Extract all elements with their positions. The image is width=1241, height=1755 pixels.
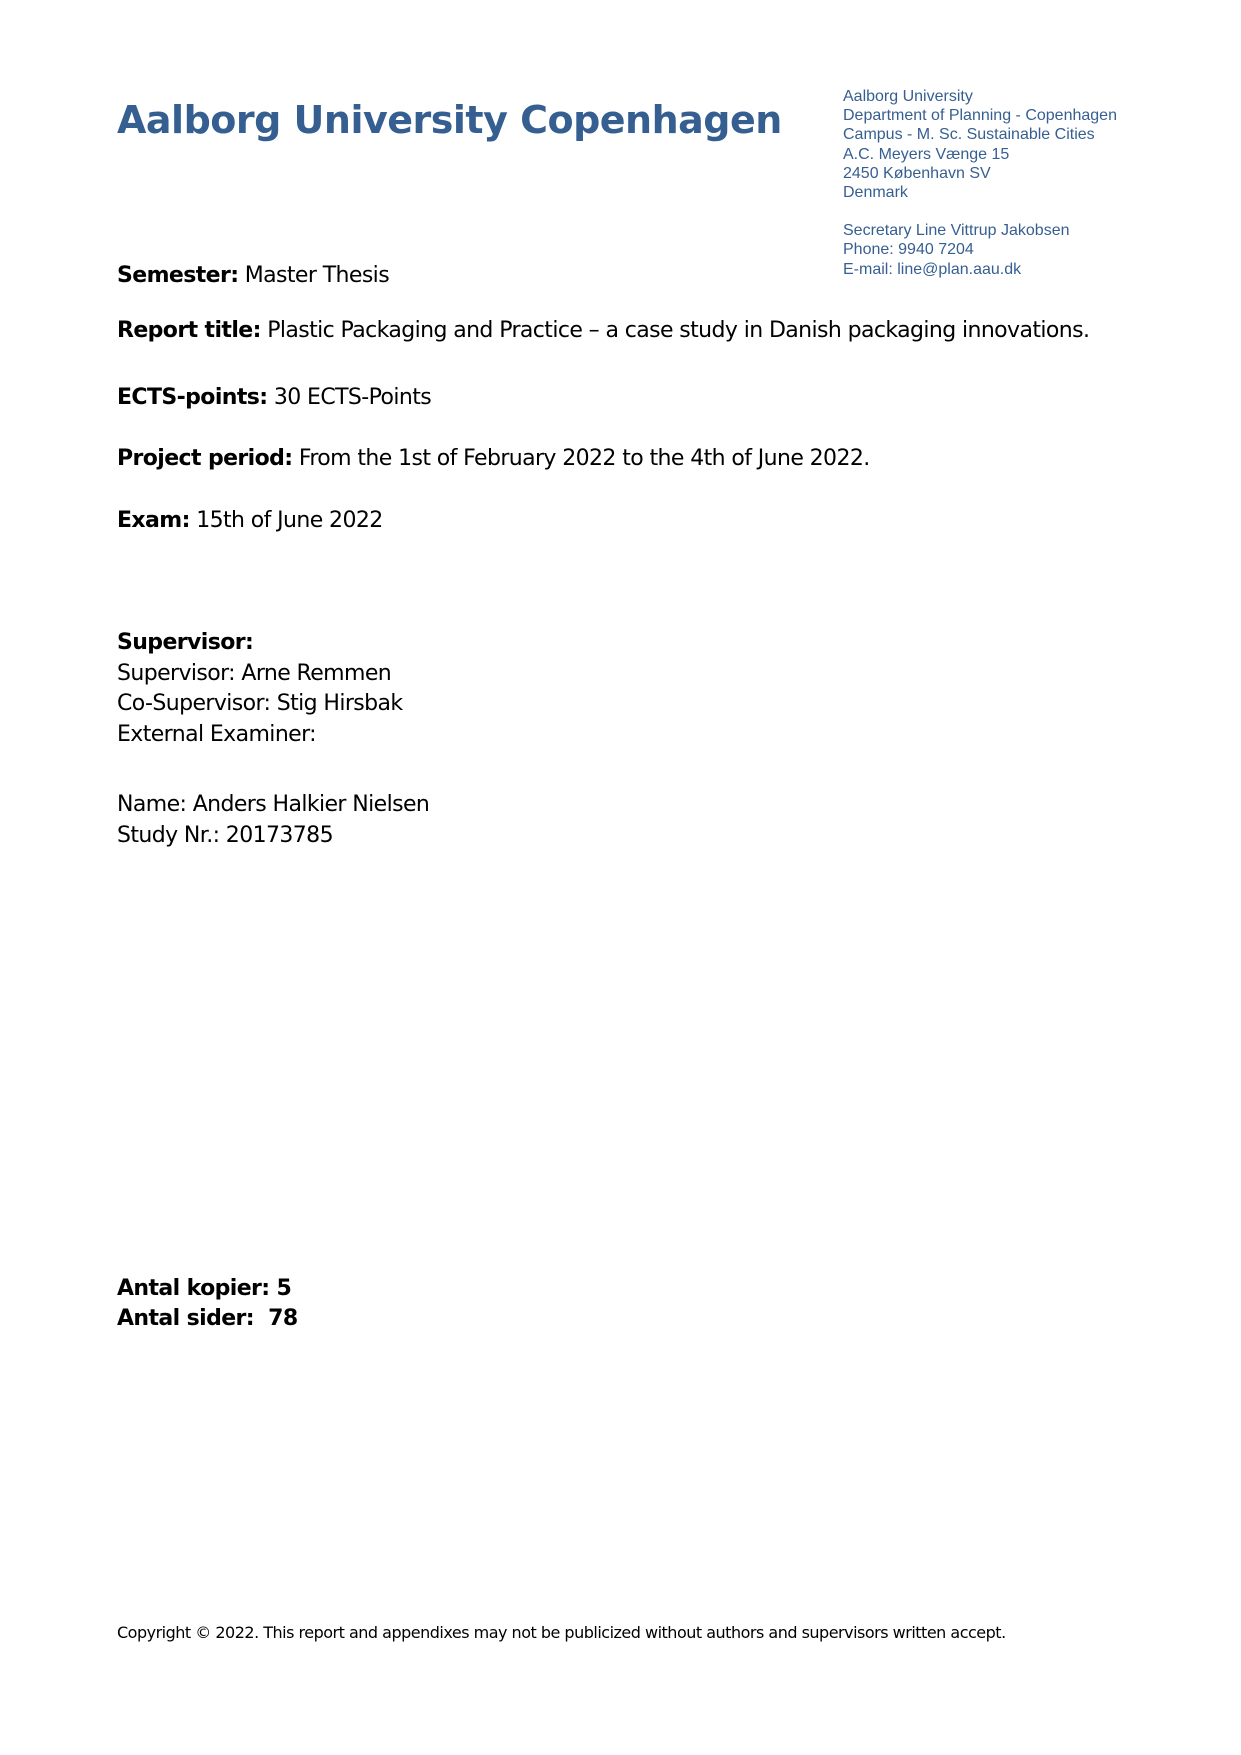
address-line: Campus - M. Sc. Sustainable Cities xyxy=(843,126,1095,144)
semester-label: Semester: xyxy=(117,263,239,288)
ects-value: 30 ECTS-Points xyxy=(267,385,432,410)
page-count: Antal sider: 78 xyxy=(117,1306,298,1331)
copy-count: Antal kopier: 5 xyxy=(117,1276,292,1301)
university-title: Aalborg University Copenhagen xyxy=(117,98,782,142)
report-title-label: Report title: xyxy=(117,318,261,343)
spacer xyxy=(843,202,1117,221)
semester-value: Master Thesis xyxy=(238,263,390,288)
supervision-block xyxy=(117,628,403,750)
address-line: Department of Planning - Copenhagen xyxy=(843,107,1117,125)
supervisor-name: Supervisor: Arne Remmen xyxy=(117,660,392,686)
copyright-notice: Copyright © 2022. This report and appendixes may not be publicized without authors and supervisors written accept. xyxy=(117,1623,1006,1642)
exam-value: 15th of June 2022 xyxy=(189,508,383,533)
ects-label: ECTS-points: xyxy=(117,385,268,410)
address-line: 2450 København SV xyxy=(843,164,991,182)
project-period-value: From the 1st of February 2022 to the 4th of June 2022. xyxy=(292,446,870,471)
secretary-name: Secretary Line Vittrup Jakobsen xyxy=(843,222,1070,240)
external-examiner: External Examiner: xyxy=(117,721,316,747)
secretary-email: E-mail: line@plan.aau.dk xyxy=(843,260,1022,278)
copy-page-counts xyxy=(117,1274,298,1334)
report-title-field xyxy=(117,318,1089,343)
project-period-field xyxy=(117,446,870,471)
secretary-phone: Phone: 9940 7204 xyxy=(843,241,974,259)
address-line: Aalborg University xyxy=(843,88,973,105)
project-period-label: Project period: xyxy=(117,446,293,471)
student-study-number: Study Nr.: 20173785 xyxy=(117,822,333,848)
ects-field xyxy=(117,385,431,410)
student-name: Name: Anders Halkier Nielsen xyxy=(117,792,430,817)
exam-label: Exam: xyxy=(117,508,190,533)
address-line: A.C. Meyers Vænge 15 xyxy=(843,145,1010,163)
report-title-value: Plastic Packaging and Practice – a case study in Danish packaging innovations. xyxy=(260,318,1090,343)
co-supervisor-name: Co-Supervisor: Stig Hirsbak xyxy=(117,691,403,716)
department-address xyxy=(843,87,1117,279)
exam-field xyxy=(117,508,383,533)
semester-field xyxy=(117,263,389,288)
student-block xyxy=(117,790,429,851)
supervision-heading: Supervisor: xyxy=(117,630,254,655)
address-line: Denmark xyxy=(843,184,908,202)
